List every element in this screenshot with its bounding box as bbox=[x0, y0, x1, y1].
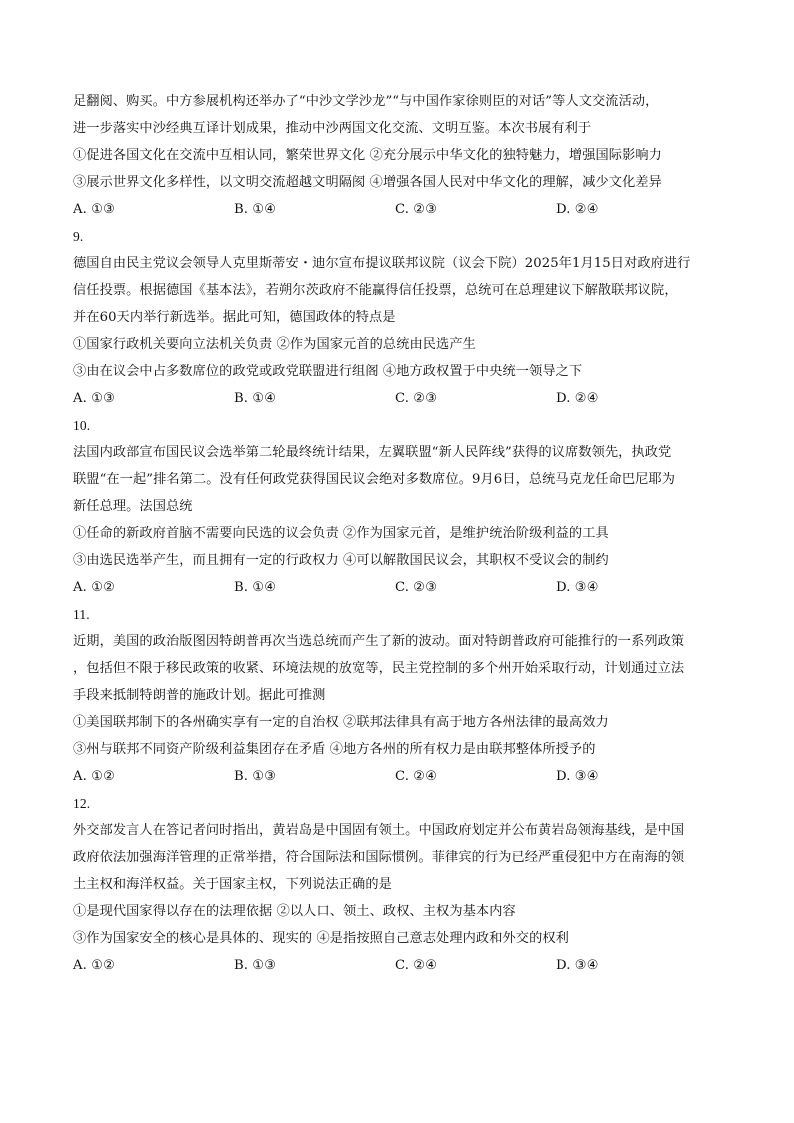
option-a[interactable]: A. ①③ bbox=[73, 391, 116, 406]
answer-options bbox=[73, 952, 723, 979]
option-b[interactable]: B. ①④ bbox=[234, 391, 277, 406]
option-d[interactable]: D. ③④ bbox=[556, 958, 599, 973]
question-number: 10. bbox=[73, 418, 91, 433]
question-stem-line: 外交部发言人在答记者问时指出，黄岩岛是中国固有领土。中国政府划定并公布黄岩岛领海基线，是中国 bbox=[73, 823, 685, 838]
option-c[interactable]: C. ②③ bbox=[395, 580, 438, 595]
answer-options bbox=[73, 385, 723, 412]
statement-line: ③由在议会中占多数席位的政党或政党联盟进行组阁 ④地方政权置于中央统一领导之下 bbox=[73, 364, 583, 379]
exam-page bbox=[73, 88, 723, 979]
question-stem-line: ，包括但不限于移民政策的收紧、环境法规的放宽等，民主党控制的多个州开始采取行动，计划通过立法 bbox=[73, 661, 685, 676]
answer-options bbox=[73, 574, 723, 601]
question-stem-line: 德国自由民主党议会领导人克里斯蒂安・迪尔宣布提议联邦议院（议会下院）2025年1月15日对政府进行 bbox=[73, 256, 691, 271]
question-stem-line: 手段来抵制特朗普的施政计划。据此可推测 bbox=[73, 688, 326, 703]
question-stem-line: 近期，美国的政治版图因特朗普再次当选总统而产生了新的波动。面对特朗普政府可能推行的一系列政策 bbox=[73, 634, 685, 649]
question-stem-line: 新任总理。法国总统 bbox=[73, 499, 193, 514]
question-stem-line: 法国内政部宣布国民议会选举第二轮最终统计结果，左翼联盟“新人民阵线”获得的议席数领先，执政党 bbox=[73, 445, 672, 460]
question-8-continued bbox=[73, 88, 723, 223]
option-d[interactable]: D. ③④ bbox=[556, 769, 599, 784]
question-stem-line: 并在60天内举行新选举。据此可知，德国政体的特点是 bbox=[73, 310, 396, 325]
statement-line: ③作为国家安全的核心是具体的、现实的 ④是指按照自己意志处理内政和外交的权利 bbox=[73, 931, 569, 946]
question-stem-line: 联盟“在一起”排名第二。没有任何政党获得国民议会绝对多数席位。9月6日，总统马克龙任命巴尼耶为 bbox=[73, 472, 676, 487]
option-b[interactable]: B. ①④ bbox=[234, 202, 277, 217]
statement-line: ③展示世界文化多样性，以文明交流超越文明隔阂 ④增强各国人民对中华文化的理解，减少文化差异 bbox=[73, 175, 662, 190]
question-stem-line: 土主权和海洋权益。关于国家主权，下列说法正确的是 bbox=[73, 877, 392, 892]
question-number: 12. bbox=[73, 796, 91, 811]
option-b[interactable]: B. ①③ bbox=[234, 769, 277, 784]
answer-options bbox=[73, 196, 723, 223]
option-d[interactable]: D. ②④ bbox=[556, 391, 599, 406]
question-stem-line: 足翻阅、购买。中方参展机构还举办了“中沙文学沙龙”“与中国作家徐则臣的对话”等人文交流活动， bbox=[73, 94, 659, 109]
option-c[interactable]: C. ②④ bbox=[395, 769, 438, 784]
option-a[interactable]: A. ①② bbox=[73, 580, 116, 595]
question-10 bbox=[73, 412, 723, 601]
statement-line: ③由选民选举产生，而且拥有一定的行政权力 ④可以解散国民议会，其职权不受议会的制约 bbox=[73, 553, 609, 568]
answer-options bbox=[73, 763, 723, 790]
question-stem-line: 政府依法加强海洋管理的正常举措，符合国际法和国际惯例。菲律宾的行为已经严重侵犯中方在南海的领 bbox=[73, 850, 685, 865]
option-c[interactable]: C. ②③ bbox=[395, 391, 438, 406]
question-number: 11. bbox=[73, 607, 90, 622]
question-stem-line: 信任投票。根据德国《基本法》，若朔尔茨政府不能赢得信任投票，总统可在总理建议下解散联邦议院， bbox=[73, 283, 678, 298]
question-9 bbox=[73, 223, 723, 412]
question-12 bbox=[73, 790, 723, 979]
option-a[interactable]: A. ①③ bbox=[73, 202, 116, 217]
question-11 bbox=[73, 601, 723, 790]
option-c[interactable]: C. ②③ bbox=[395, 202, 438, 217]
option-a[interactable]: A. ①② bbox=[73, 958, 116, 973]
option-b[interactable]: B. ①④ bbox=[234, 580, 277, 595]
question-stem-line: 进一步落实中沙经典互译计划成果，推动中沙两国文化交流、文明互鉴。本次书展有利于 bbox=[73, 121, 592, 136]
statement-line: ①任命的新政府首脑不需要向民选的议会负责 ②作为国家元首，是维护统治阶级利益的工具 bbox=[73, 526, 609, 541]
option-d[interactable]: D. ②④ bbox=[556, 202, 599, 217]
statement-line: ①美国联邦制下的各州确实享有一定的自治权 ②联邦法律具有高于地方各州法律的最高效力 bbox=[73, 715, 609, 730]
statement-line: ①是现代国家得以存在的法理依据 ②以人口、领土、政权、主权为基本内容 bbox=[73, 904, 516, 919]
option-a[interactable]: A. ①② bbox=[73, 769, 116, 784]
option-b[interactable]: B. ①③ bbox=[234, 958, 277, 973]
option-d[interactable]: D. ③④ bbox=[556, 580, 599, 595]
statement-line: ③州与联邦不同资产阶级利益集团存在矛盾 ④地方各州的所有权力是由联邦整体所授予的 bbox=[73, 742, 596, 757]
statement-line: ①国家行政机关要向立法机关负责 ②作为国家元首的总统由民选产生 bbox=[73, 337, 476, 352]
option-c[interactable]: C. ②④ bbox=[395, 958, 438, 973]
statement-line: ①促进各国文化在交流中互相认同，繁荣世界文化 ②充分展示中华文化的独特魅力，增强国际影响力 bbox=[73, 148, 662, 163]
question-number: 9. bbox=[73, 229, 84, 244]
